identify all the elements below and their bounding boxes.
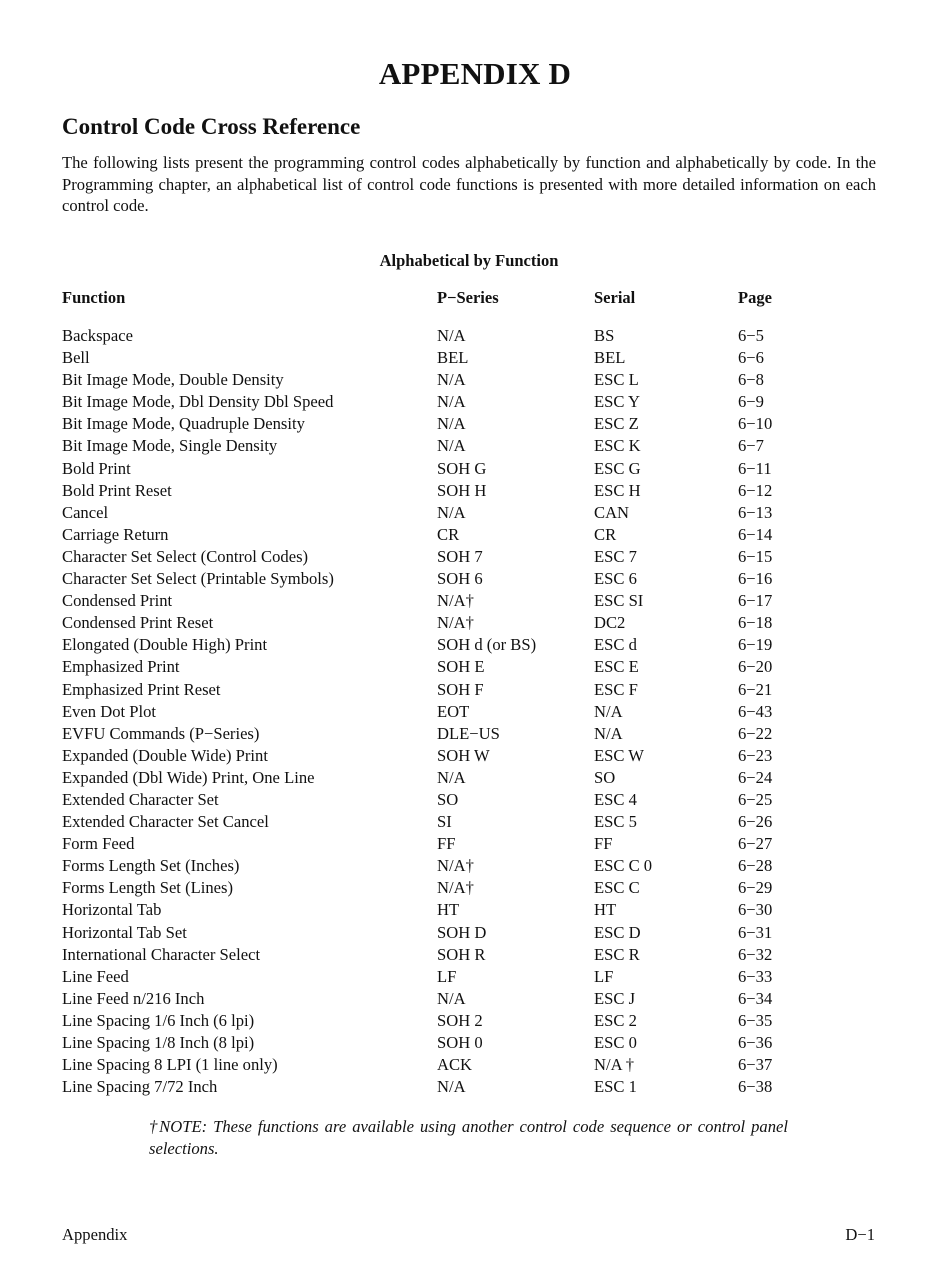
table-row bbox=[62, 922, 882, 944]
cell-page: 6−26 bbox=[738, 812, 773, 832]
cell-serial: CAN bbox=[594, 502, 630, 522]
cell-page: 6−7 bbox=[738, 436, 764, 456]
cell-page: 6−9 bbox=[738, 392, 764, 412]
cell-function: Character Set Select (Control Codes) bbox=[62, 546, 309, 566]
cell-page: 6−5 bbox=[738, 326, 764, 345]
cell-function: Horizontal Tab Set bbox=[62, 922, 187, 942]
cell-function: EVFU Commands (P−Series) bbox=[62, 723, 260, 743]
table-row bbox=[62, 590, 882, 612]
cell-function: Form Feed bbox=[62, 834, 135, 854]
cell-function: Bit Image Mode, Double Density bbox=[62, 370, 284, 390]
cell-p-series: N/A† bbox=[437, 856, 474, 876]
cell-serial: N/A bbox=[594, 723, 623, 743]
cross-reference-table bbox=[62, 325, 882, 1098]
table-row bbox=[62, 789, 882, 811]
cell-page: 6−10 bbox=[738, 414, 773, 434]
cell-serial: ESC d bbox=[594, 635, 637, 655]
cell-p-series: SOH W bbox=[437, 745, 490, 765]
cell-function: Line Spacing 7/72 Inch bbox=[62, 1077, 218, 1097]
table-row bbox=[62, 723, 882, 745]
table-row bbox=[62, 944, 882, 966]
cell-p-series: ACK bbox=[437, 1055, 473, 1075]
table-row bbox=[62, 369, 882, 391]
cell-function: Line Spacing 1/6 Inch (6 lpi) bbox=[62, 1010, 255, 1030]
table-row bbox=[62, 745, 882, 767]
cell-function: Expanded (Double Wide) Print bbox=[62, 745, 268, 765]
table-row bbox=[62, 701, 882, 723]
table-row bbox=[62, 568, 882, 590]
cell-p-series: N/A bbox=[437, 326, 466, 345]
cell-serial: ESC C 0 bbox=[594, 856, 653, 876]
cell-function: Bit Image Mode, Quadruple Density bbox=[62, 414, 305, 434]
cell-page: 6−14 bbox=[738, 524, 773, 544]
cell-p-series: HT bbox=[437, 900, 460, 920]
cell-function: Backspace bbox=[62, 326, 133, 345]
table-row bbox=[62, 1076, 882, 1098]
appendix-title: APPENDIX D bbox=[378, 56, 572, 91]
cell-page: 6−31 bbox=[738, 922, 773, 942]
cell-page: 6−43 bbox=[738, 701, 773, 721]
cell-serial: ESC Y bbox=[594, 392, 640, 412]
cell-function: Carriage Return bbox=[62, 524, 169, 544]
cell-p-series: SOH E bbox=[437, 657, 485, 677]
cell-function: International Character Select bbox=[62, 944, 261, 964]
cell-page: 6−18 bbox=[738, 613, 773, 633]
cell-serial: ESC R bbox=[594, 944, 640, 964]
cell-p-series: N/A† bbox=[437, 878, 474, 898]
cell-serial: SO bbox=[594, 767, 616, 787]
cell-serial: LF bbox=[594, 966, 614, 986]
cell-serial: ESC F bbox=[594, 679, 638, 699]
cell-function: Bold Print Reset bbox=[62, 480, 172, 500]
column-header-function: Function bbox=[62, 288, 126, 307]
cell-page: 6−23 bbox=[738, 745, 773, 765]
table-title: Alphabetical by Function bbox=[379, 251, 559, 270]
cell-page: 6−24 bbox=[738, 767, 773, 787]
cell-serial: ESC 0 bbox=[594, 1033, 637, 1052]
cell-serial: BEL bbox=[594, 348, 626, 368]
footnote: †NOTE: These functions are available using another control code sequence or control panel selections. bbox=[149, 1117, 788, 1158]
table-row bbox=[62, 966, 882, 988]
footer-section-label: Appendix bbox=[62, 1225, 128, 1244]
table-row bbox=[62, 679, 882, 701]
section-title: Control Code Cross Reference bbox=[62, 114, 361, 139]
table-row bbox=[62, 502, 882, 524]
cell-page: 6−21 bbox=[738, 679, 773, 699]
cell-serial: FF bbox=[594, 834, 613, 854]
cell-serial: ESC G bbox=[594, 458, 641, 478]
cell-function: Forms Length Set (Inches) bbox=[62, 856, 240, 876]
cell-page: 6−34 bbox=[738, 988, 773, 1008]
cell-function: Horizontal Tab bbox=[62, 900, 162, 920]
cell-function: Line Feed bbox=[62, 966, 129, 986]
table-row bbox=[62, 458, 882, 480]
cell-page: 6−17 bbox=[738, 591, 773, 611]
cell-p-series: N/A bbox=[437, 392, 466, 412]
table-row bbox=[62, 435, 882, 457]
cell-page: 6−12 bbox=[738, 480, 773, 500]
cell-page: 6−22 bbox=[738, 723, 773, 743]
table-row bbox=[62, 634, 882, 656]
table-header bbox=[62, 288, 882, 310]
table-row bbox=[62, 391, 882, 413]
cell-serial: ESC 1 bbox=[594, 1077, 637, 1097]
cell-function: Elongated (Double High) Print bbox=[62, 635, 268, 655]
table-row bbox=[62, 988, 882, 1010]
cell-p-series: SOH 6 bbox=[437, 569, 483, 589]
table-row bbox=[62, 612, 882, 634]
cell-page: 6−28 bbox=[738, 856, 773, 876]
cell-serial: ESC 6 bbox=[594, 569, 637, 589]
cell-serial: ESC W bbox=[594, 745, 644, 765]
cell-page: 6−38 bbox=[738, 1077, 773, 1097]
cell-serial: HT bbox=[594, 900, 617, 920]
cell-page: 6−33 bbox=[738, 966, 773, 986]
cell-p-series: N/A bbox=[437, 767, 466, 787]
cell-p-series: SOH 7 bbox=[437, 546, 483, 566]
cell-p-series: N/A bbox=[437, 988, 466, 1008]
cell-function: Condensed Print bbox=[62, 591, 173, 611]
table-row bbox=[62, 524, 882, 546]
cell-serial: ESC K bbox=[594, 436, 641, 456]
cell-function: Bit Image Mode, Single Density bbox=[62, 436, 278, 456]
cell-p-series: SO bbox=[437, 789, 459, 809]
cell-p-series: N/A bbox=[437, 1077, 466, 1097]
cell-page: 6−36 bbox=[738, 1033, 773, 1052]
cell-p-series: BEL bbox=[437, 348, 469, 368]
column-header-serial: Serial bbox=[594, 288, 636, 307]
cell-function: Line Feed n/216 Inch bbox=[62, 988, 205, 1008]
cell-p-series: SOH d (or BS) bbox=[437, 635, 537, 655]
cell-serial: DC2 bbox=[594, 613, 626, 633]
table-row bbox=[62, 767, 882, 789]
table-row bbox=[62, 1010, 882, 1032]
cell-p-series: FF bbox=[437, 834, 456, 854]
table-row bbox=[62, 899, 882, 921]
table-row bbox=[62, 325, 882, 347]
cell-function: Bold Print bbox=[62, 458, 131, 478]
cell-p-series: N/A bbox=[437, 370, 466, 390]
cell-serial: ESC J bbox=[594, 988, 636, 1008]
cell-serial: BS bbox=[594, 326, 615, 345]
cell-serial: ESC 4 bbox=[594, 789, 637, 809]
cell-serial: ESC C bbox=[594, 878, 640, 898]
table-row bbox=[62, 877, 882, 899]
cell-function: Character Set Select (Printable Symbols) bbox=[62, 569, 334, 589]
cell-page: 6−27 bbox=[738, 834, 773, 854]
cell-p-series: N/A bbox=[437, 502, 466, 522]
cell-p-series: SOH 2 bbox=[437, 1010, 483, 1030]
table-row bbox=[62, 1032, 882, 1054]
cell-function: Forms Length Set (Lines) bbox=[62, 878, 233, 898]
table-row bbox=[62, 656, 882, 678]
cell-function: Cancel bbox=[62, 502, 109, 522]
cell-serial: ESC 7 bbox=[594, 546, 637, 566]
cell-page: 6−13 bbox=[738, 502, 773, 522]
cell-page: 6−16 bbox=[738, 569, 773, 589]
cell-function: Bit Image Mode, Dbl Density Dbl Speed bbox=[62, 392, 334, 412]
cell-p-series: N/A bbox=[437, 414, 466, 434]
cell-serial: ESC 5 bbox=[594, 812, 637, 832]
cell-serial: N/A † bbox=[594, 1055, 635, 1075]
cell-function: Extended Character Set bbox=[62, 789, 219, 809]
table-row bbox=[62, 546, 882, 568]
cell-function: Line Spacing 8 LPI (1 line only) bbox=[62, 1055, 278, 1075]
cell-p-series: SOH G bbox=[437, 458, 487, 478]
cell-serial: ESC Z bbox=[594, 414, 639, 434]
cell-p-series: SOH R bbox=[437, 944, 486, 964]
cell-function: Emphasized Print bbox=[62, 657, 180, 677]
cell-p-series: DLE−US bbox=[437, 723, 500, 743]
cell-function: Bell bbox=[62, 348, 90, 368]
cell-serial: N/A bbox=[594, 701, 623, 721]
cell-page: 6−35 bbox=[738, 1010, 773, 1030]
cell-p-series: SI bbox=[437, 812, 452, 832]
cell-p-series: N/A† bbox=[437, 591, 474, 611]
cell-p-series: EOT bbox=[437, 701, 470, 721]
cell-page: 6−8 bbox=[738, 370, 764, 390]
cell-serial: ESC H bbox=[594, 480, 641, 500]
cell-p-series: SOH 0 bbox=[437, 1033, 483, 1052]
cell-p-series: CR bbox=[437, 524, 460, 544]
cell-serial: ESC SI bbox=[594, 591, 644, 611]
cell-p-series: SOH D bbox=[437, 922, 487, 942]
cell-serial: ESC D bbox=[594, 922, 641, 942]
cell-page: 6−30 bbox=[738, 900, 773, 920]
table-row bbox=[62, 833, 882, 855]
cell-function: Emphasized Print Reset bbox=[62, 679, 221, 699]
cell-function: Line Spacing 1/8 Inch (8 lpi) bbox=[62, 1033, 255, 1052]
intro-paragraph: The following lists present the programming control codes alphabetically by function and alphabetically by code. In the Programming chapter, an alphabetical list of control code functions is presented with more detailed information on each control code. bbox=[62, 153, 876, 215]
cell-p-series: N/A bbox=[437, 436, 466, 456]
cell-page: 6−25 bbox=[738, 789, 773, 809]
table-row bbox=[62, 855, 882, 877]
cell-serial: ESC L bbox=[594, 370, 639, 390]
column-header-page: Page bbox=[738, 288, 772, 307]
cell-function: Even Dot Plot bbox=[62, 701, 157, 721]
footer-page-number: D−1 bbox=[845, 1225, 875, 1244]
cell-page: 6−15 bbox=[738, 546, 773, 566]
cell-p-series: SOH H bbox=[437, 480, 487, 500]
table-row bbox=[62, 811, 882, 833]
cell-p-series: SOH F bbox=[437, 679, 484, 699]
cell-serial: CR bbox=[594, 524, 617, 544]
cell-page: 6−11 bbox=[738, 458, 772, 478]
cell-p-series: N/A† bbox=[437, 613, 474, 633]
cell-page: 6−32 bbox=[738, 944, 773, 964]
column-header-p-series: P−Series bbox=[437, 288, 499, 307]
table-row bbox=[62, 480, 882, 502]
cell-serial: ESC E bbox=[594, 657, 639, 677]
cell-page: 6−37 bbox=[738, 1055, 773, 1075]
cell-function: Extended Character Set Cancel bbox=[62, 812, 269, 832]
cell-page: 6−19 bbox=[738, 635, 773, 655]
table-row bbox=[62, 413, 882, 435]
table-row bbox=[62, 347, 882, 369]
table-row bbox=[62, 1054, 882, 1076]
cell-serial: ESC 2 bbox=[594, 1010, 637, 1030]
cell-page: 6−6 bbox=[738, 348, 764, 368]
cell-page: 6−20 bbox=[738, 657, 773, 677]
cell-function: Condensed Print Reset bbox=[62, 613, 214, 633]
cell-function: Expanded (Dbl Wide) Print, One Line bbox=[62, 767, 315, 787]
cell-page: 6−29 bbox=[738, 878, 773, 898]
cell-p-series: LF bbox=[437, 966, 457, 986]
